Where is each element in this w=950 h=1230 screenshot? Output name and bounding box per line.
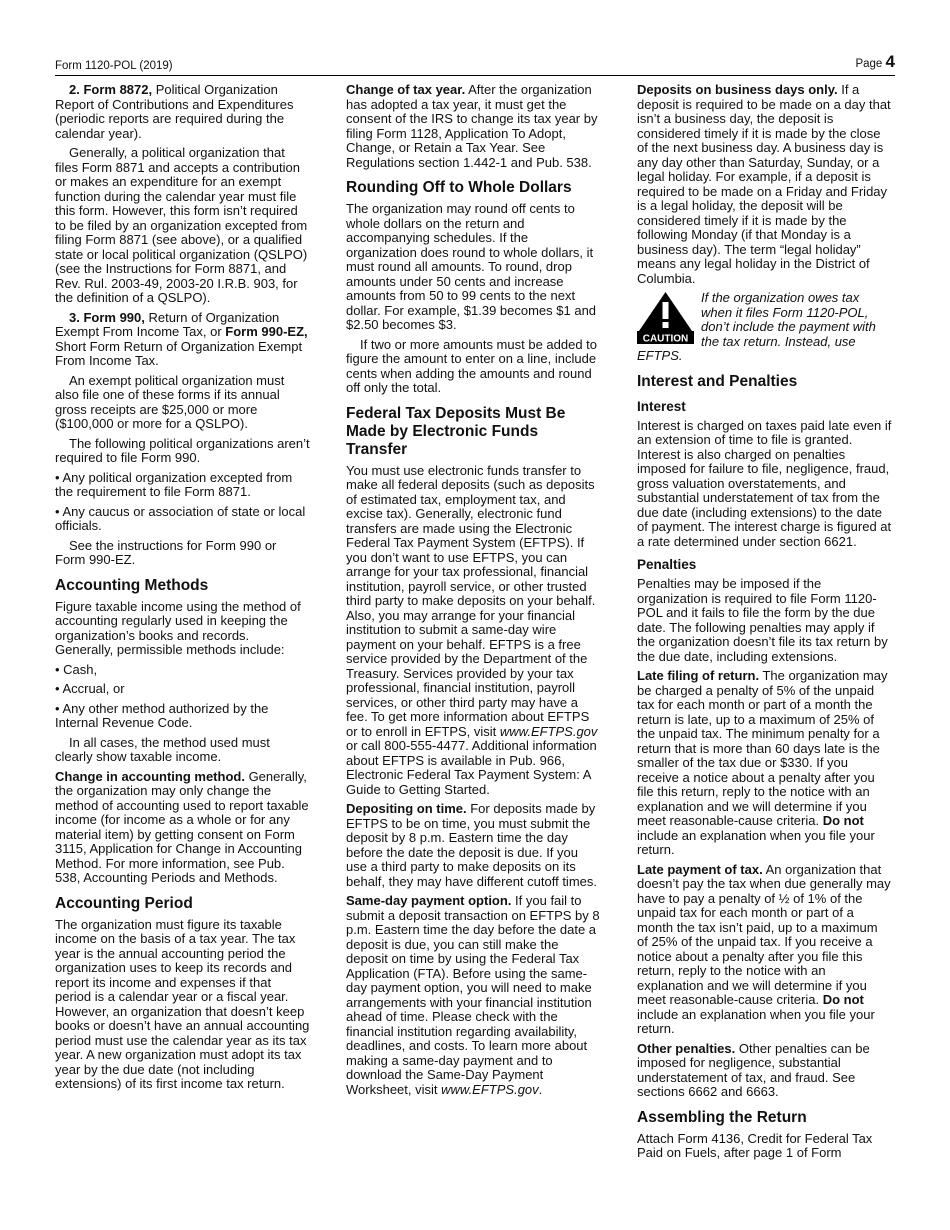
paragraph: Change of tax year. After the organization has adopted a tax year, it must get the consent of the IRS to change its tax year by filing Form 1128, Application To Adopt, Change, or Retain a Tax Year. See Regulations section 1.442-1 and Pub. 538. (346, 82, 598, 170)
section-heading: Rounding Off to Whole Dollars (346, 179, 572, 196)
paragraph: Figure taxable income using the method of accounting regularly used in keeping the organization’s books and records. Generally, permissible methods include: (55, 598, 301, 657)
section-heading: Accounting Methods (55, 576, 209, 594)
paragraph: Penalties may be imposed if the organization is required to file Form 1120-POL and it fails to file the form by the due date. The following penalties may apply if the organization doesn’t file its tax return by the due date, including extensions. (637, 576, 888, 664)
column-2 (346, 83, 601, 1102)
eftps-link[interactable]: www.EFTPS.gov (499, 723, 598, 739)
page-number-block (855, 52, 895, 72)
paragraph: 2. Form 8872, Political Organization Report of Contributions and Expenditures (periodic reports are required during the calendar year). (55, 82, 294, 141)
column-3 (637, 83, 892, 1166)
caution-text: If the organization owes tax when it files Form 1120-POL, don’t include the payment with the tax return. Instead, use EFTPS. (637, 290, 876, 363)
paragraph: 3. Form 990, Return of Organization Exempt From Income Tax, or Form 990-EZ, Short Form Return of Organization Exempt From Income Tax. (55, 309, 308, 368)
caution-icon (637, 291, 694, 344)
paragraph: Late payment of tax. An organization that doesn’t pay the tax when due generally may have to pay a penalty of ½ of 1% of the unpaid tax for each month or part of a month the tax isn’t paid, up to a maximum of 25% of the unpaid tax. If you receive a notice about a penalty after you file this return, reply to the notice with an explanation and we will determine if you meet reasonable-cause criteria. Do not include an explanation when you file your return. (637, 861, 891, 1036)
paragraph: The following political organizations aren’t required to file Form 990. (55, 435, 310, 465)
paragraph: Interest is charged on taxes paid late even if an extension of time to file is granted. Interest is also charged on penalties imposed for failure to file, negligence, fraud, gross valuation overstatements, and substantial understatement of tax from the due date (including extensions) to the date of payment. The interest charge is figured at a rate determined under section 6621. (637, 417, 892, 549)
paragraph: Other penalties. Other penalties can be imposed for negligence, substantial understatement of tax, and fraud. See sections 6662 and 6663. (637, 1040, 870, 1099)
bullet-item: • Accrual, or (55, 681, 125, 696)
section-heading: Accounting Period (55, 894, 193, 912)
eftps-link[interactable]: www.EFTPS.gov (441, 1081, 539, 1097)
paragraph: Attach Form 4136, Credit for Federal Tax Paid on Fuels, after page 1 of Form (637, 1130, 873, 1160)
bullet-item: • Any other method authorized by the Internal Revenue Code. (55, 700, 269, 730)
warning-triangle-icon (637, 291, 694, 344)
paragraph: See the instructions for Form 990 or Form 990-EZ. (55, 537, 277, 567)
page-header (55, 52, 895, 76)
paragraph: If two or more amounts must be added to figure the amount to enter on a line, include cents when adding the amounts and round off only the total. (346, 336, 598, 395)
bullet-item: • Any political organization excepted from the requirement to file Form 8871. (55, 469, 293, 499)
form-id: Form 1120-POL (2019) (55, 60, 173, 72)
paragraph: An exempt political organization must also file one of these forms if its annual gross receipts are $25,000 or more ($100,000 or more for a QSLPO). (55, 372, 285, 431)
paragraph: Deposits on business days only. If a deposit is required to be made on a day that isn’t a business day, the deposit is considered timely if it is made by the close of the next business day. A business day is any day other than Saturday, Sunday, or a legal holiday. For example, if a deposit is required to be made on a Friday and Friday is a legal holiday, the deposit will be considered timely if it is made by the following Monday (if that Monday is a business day). The term “legal holiday” means any legal holiday in the District of Columbia. (637, 82, 891, 286)
column-1 (55, 83, 310, 1097)
caution-label: CAUTION (642, 333, 689, 344)
paragraph: Generally, a political organization that files Form 8871 and accepts a contribution or makes an expenditure for an exempt function during the calendar year must file this form. However, this form isn’t required to be filed by an organization excepted from filing Form 8871 (see above), or a qualified state or local political organization (QSLPO) (see the Instructions for Form 8871, and Rev. Rul. 2003-49, 2003-20 I.R.B. 903, for the definition of a QSLPO). (55, 145, 308, 305)
caution-box (637, 291, 892, 364)
paragraph: In all cases, the method used must clearly show taxable income. (55, 734, 270, 764)
paragraph: Depositing on time. For deposits made by EFTPS to be on time, you must submit the deposit by 8 p.m. Eastern time the day before the date the deposit is due. If you use a third party to make deposits on its behalf, they may have different cutoff times. (346, 801, 597, 889)
section-heading: Federal Tax Deposits Must Be Made by Electronic Funds Transfer (346, 404, 566, 458)
bullet-item: • Any caucus or association of state or local officials. (55, 503, 306, 533)
bullet-item: • Cash, (55, 661, 98, 677)
paragraph: You must use electronic funds transfer to make all federal deposits (such as deposits of estimated tax, employment tax, and excise tax). Generally, electronic fund transfers are made using the Electronic Federal Tax Payment System (EFTPS). If you don’t want to use EFTPS, you can arrange for your tax professional, financial institution, payroll service, or other trusted third party to make deposits on your behalf. Also, you may arrange for your financial institution to submit a same-day wire payment on your behalf. EFTPS is a free service provided by the Department of the Treasury. Services provided by your tax professional, financial institution, payroll services, or other third party may have a fee. To get more information about EFTPS or to enroll in EFTPS, visit www.EFTPS.gov or call 800-555-4477. Additional information about EFTPS is available in Pub. 966, Electronic Federal Tax Payment System: A Guide to Getting Started. (346, 462, 598, 797)
paragraph: Change in accounting method. Generally, the organization may only change the method of accounting used to report taxable income (for income as a whole or for any material item) by getting consent on Form 3115, Application for Change in Accounting Method. For more information, see Pub. 538, Accounting Periods and Methods. (55, 768, 309, 885)
subsection-heading: Interest (637, 398, 686, 414)
paragraph: The organization may round off cents to whole dollars on the return and accompanying schedules. If the organization does round to whole dollars, it must round all amounts. To round, drop amounts under 50 cents and increase amounts from 50 to 99 cents to the next dollar. For example, $1.39 becomes $1 and $2.50 becomes $3. (346, 201, 597, 332)
page-number: 4 (885, 52, 895, 71)
section-heading: Interest and Penalties (637, 372, 798, 390)
subsection-heading: Penalties (637, 557, 697, 572)
paragraph: Late filing of return. The organization may be charged a penalty of 5% of the unpaid tax for each month or part of a month the return is late, up to a maximum of 25% of the unpaid tax. The minimum penalty for a return that is more than 60 days late is the smaller of the tax due or $330. If you receive a notice about a penalty after you file this return, reply to the notice with an explanation and we will determine if you meet reasonable-cause criteria. Do not include an explanation when you file your return. (637, 668, 888, 857)
section-heading: Assembling the Return (637, 1108, 807, 1126)
page-label: Page (855, 58, 883, 70)
paragraph: Same-day payment option. If you fail to submit a deposit transaction on EFTPS by 8 p.m. Eastern time the day before the date a deposit is due, you can still make the deposit on time by using the Federal Tax Application (FTA). Before using the same-day payment option, you will need to make arrangements with your financial institution ahead of time. Please check with the financial institution regarding availability, deadlines, and costs. To learn more about making a same-day payment and to download the Same-Day Payment Worksheet, visit www.EFTPS.gov. (346, 893, 600, 1097)
paragraph: The organization must figure its taxable income on the basis of a tax year. The tax year is the annual accounting period the organization uses to keep its records and report its income and expenses if that period is a calendar year or a fiscal year. However, an organization that doesn’t keep books or doesn’t have an annual accounting period must use the calendar year as its tax year. A new organization must adopt its tax year by the due date (not including extensions) of its first income tax return. (55, 916, 310, 1091)
